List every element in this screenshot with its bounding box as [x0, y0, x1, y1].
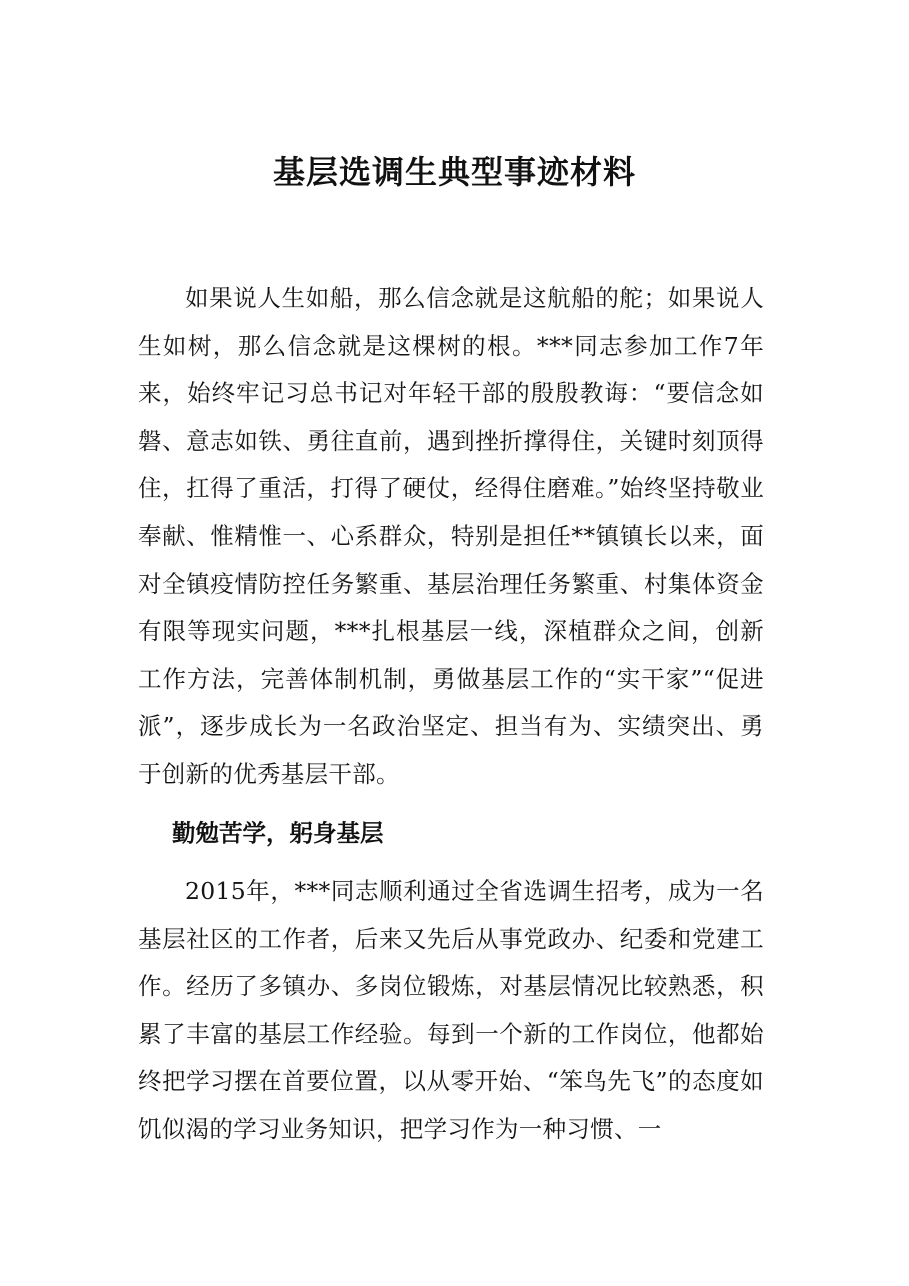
section-heading: 勤勉苦学，躬身基层 — [172, 819, 384, 847]
paragraph-section-1: 2015年，***同志顺利通过全省选调生招考，成为一名基层社区的工作者，后来又先后从事党政办、纪委和党建工作。经历了多镇办、多岗位锻炼，对基层情况比较熟悉，积累了丰富的基层工作经验。每到一个新的工作岗位，他都始终把学习摆在首要位置，以从零开始、“笨鸟先飞”的态度如饥似渴的学习业务知识，把学习作为一种习惯、一 — [138, 877, 764, 1143]
document-title: 基层选调生典型事迹材料 — [272, 153, 636, 191]
paragraph-intro: 如果说人生如船，那么信念就是这航船的舵；如果说人生如树，那么信念就是这棵树的根。***同志参加工作7年来，始终牢记习总书记对年轻干部的殷殷教诲：“要信念如磐、意志如铁、勇往直前，遇到挫折撑得住，关键时刻顶得住，扛得了重活，打得了硬仗，经得住磨难。”始终坚持敬业奉献、惟精惟一、心系群众，特别是担任**镇镇长以来，面对全镇疫情防控任务繁重、基层治理任务繁重、村集体资金有限等现实问题，***扎根基层一线，深植群众之间，创新工作方法，完善体制机制，勇做基层工作的“实干家”“促进派”，逐步成长为一名政治坚定、担当有为、实绩突出、勇于创新的优秀基层干部。 — [138, 284, 764, 788]
